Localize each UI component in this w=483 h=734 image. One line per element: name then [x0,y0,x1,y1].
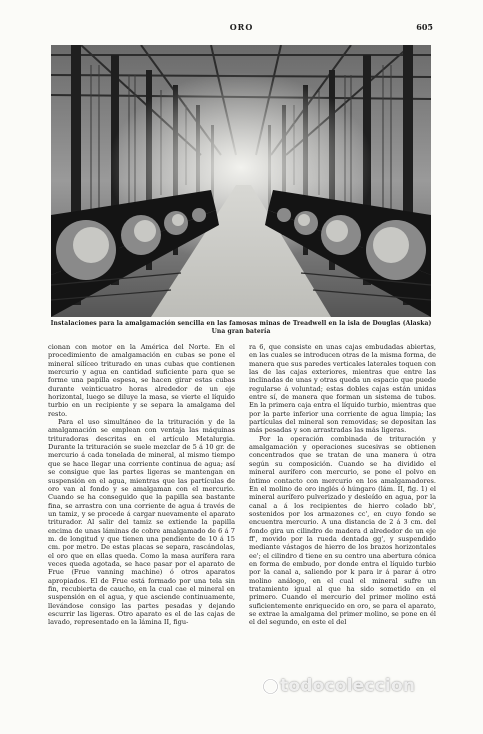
caption-line-1: Instalaciones para la amalgamación sencilla en las famosas minas de Treadwell en la isla de Douglas (Alaska) [50,320,432,327]
mill-interior-photo [51,45,431,317]
right-column [249,343,436,713]
figure-caption [48,320,434,336]
running-title: ORO [229,22,254,32]
watermark: todocoleccion [280,676,416,696]
paragraph: cionan con motor en la América del Norte. En el procedimiento de amalgamación en cubas se pone el mineral silíceo triturado en unas cubas que contienen mercurio y agua en cantidad suficiente para que se forme una papilla espesa, se hacen girar estas cubas durante veinticuatro horas alrededor de un eje horizontal, luego se diluye la masa, se vierte el líquido turbio en un recipiente y se separa la amalgama del resto. [48,343,235,418]
battery-hall-illustration [51,45,431,317]
watermark-logo-icon [262,678,279,695]
body-text [48,343,436,713]
page-number: 605 [416,22,433,32]
paragraph: Para el uso simultáneo de la trituración y de la amalgamación se emplean con ventaja las máquinas trituradoras descritas en el artículo Metalurgia. Durante la trituración se suele mezclar de 5 á 10 gr. de mercurio á cada tonelada de mineral, al mismo tiempo que se hace llegar una corriente continua de agua; así se consigue que las partes ligeras se mantengan en suspensión en el agua, mientras que las partículas de oro van al fondo y se amalgaman con el mercurio. Cuando se ha conseguido que la papilla sea bastante fina, se arrastra con una corriente de agua á través de un tamiz, y se procede á cargar nuevamente el aparato triturador. Al salir del tamiz se extiende la papilla encima de unas láminas de cobre amalgamado de 6 á 7 m. de longitud y que tienen una pendiente de 10 á 15 cm. por metro. De estas placas se separa, rascándolas, el oro que en ellas queda. Como la masa aurífera rara veces queda agotada, se hace pasar por el aparato de Frue (Frue vanning machine) ó otros aparatos apropiados. El de Frue está formado por una tela sin fin, recubierta de caucho, en la cual cae el mineral en suspensión en el agua, y que asciende continuamente, llevándose consigo las partes pesadas y dejando escurrir las ligeras. Otro aparato es el de las cajas de lavado, representado en la lámina II, figu- [48,418,235,627]
caption-line-2: Una gran batería [211,328,271,335]
left-column [48,343,235,713]
paragraph: ra 6, que consiste en unas cajas embudadas abiertas, en las cuales se introducen otras de la misma forma, de manera que sus paredes verticales laterales toquen con las de las cajas exteriores, mientras que entre las inclinadas de unas y otras queda un espacio que puede regularse á voluntad; estas dobles cajas están unidas entre sí, de manera que forman un sistema de tubos. En la primera caja entra el líquido turbio, mientras que por la parte inferior una corriente de agua limpia; las partículas del mineral son removidas; se depositan las más pesadas y son arrastradas las más ligeras. [249,343,436,435]
paragraph: Por la operación combinada de trituración y amalgamación y operaciones sucesivas se obtienen concentrados que se tratan de una manera ú otra según su composición. Cuando se ha dividido el mineral aurífero con mercurio, se pone el polvo en íntimo contacto con mercurio en los amalgamadores. En el molino de oro inglés ó húngaro (lám. II, fig. 1) el mineral aurífero pulverizado y desleído en agua, por la canal a á los recipientes de hierro colado bb', sostenidos por los armazones cc', en cuyo fondo se encuentra mercurio. A una distancia de 2 á 3 cm. del fondo gira un cilindro de madera d alrededor de un eje ff', movido por la rueda dentada gg', y suspendido mediante vástagos de hierro de los brazos horizontales ee'; el cilindro d tiene en su centro una abertura cónica en forma de embudo, por donde entra el líquido turbio por la canal a, saliendo por k para ir á parar á otro molino análogo, en el cual el mineral sufre un tratamiento igual al que ha sido sometido en el primero. Cuando el mercurio del primer molino está suficientemente enriquecido en oro, se para el aparato, se extrae la amalgama del primer molino, se pone en él el del segundo, en este el del [249,434,436,627]
page-header [50,22,433,36]
